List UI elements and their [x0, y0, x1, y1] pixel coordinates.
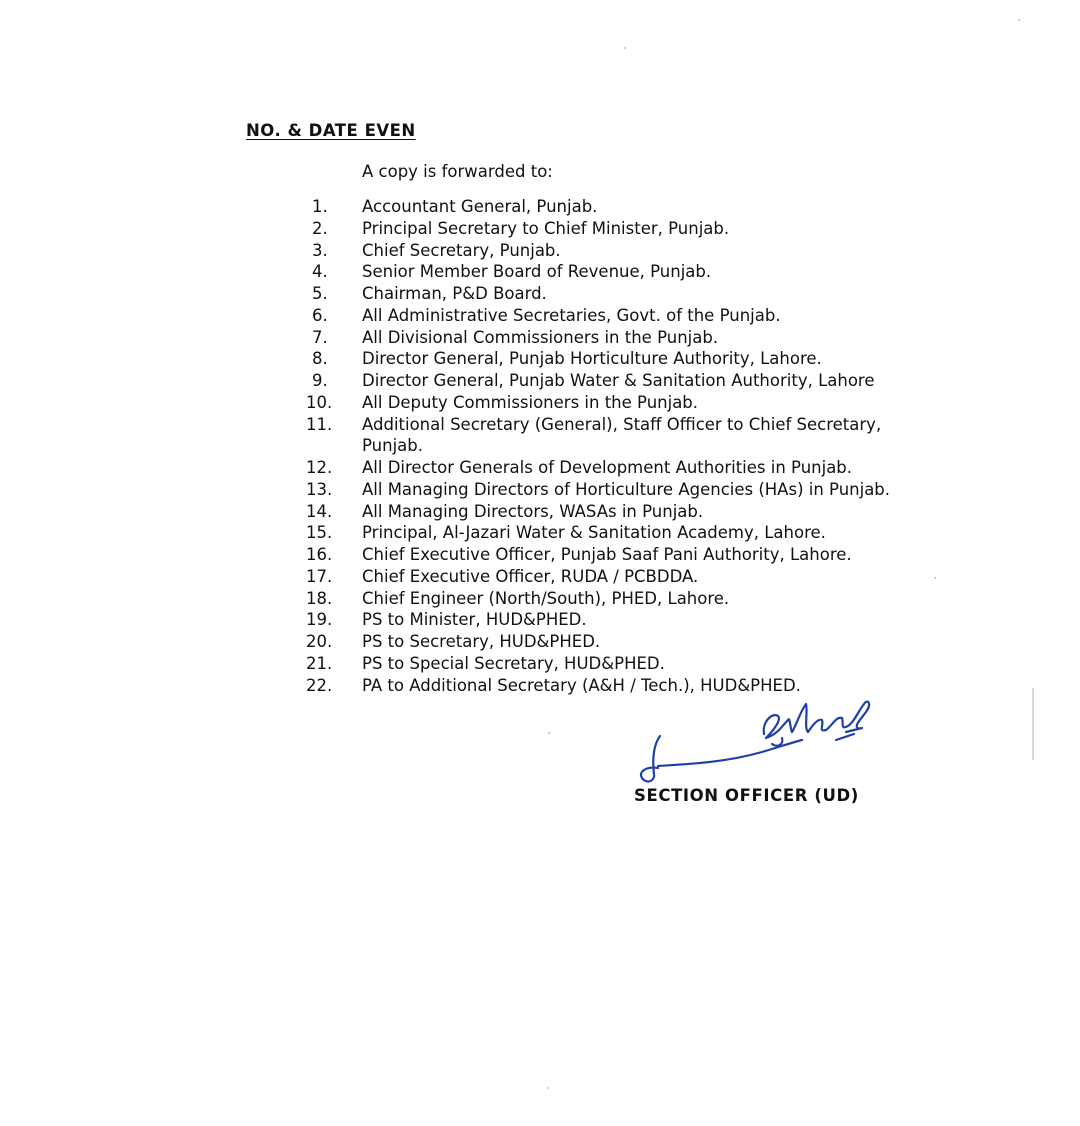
item-text: All Managing Directors of Horticulture Agencies (HAs) in Punjab. — [362, 479, 891, 499]
item-text: Chief Executive Officer, RUDA / PCBDDA. — [362, 566, 699, 586]
list-item — [306, 653, 946, 675]
item-text: Principal Secretary to Chief Minister, Punjab. — [362, 218, 730, 238]
item-text: Chief Engineer (North/South), PHED, Lahore. — [362, 588, 730, 608]
item-text: Senior Member Board of Revenue, Punjab. — [362, 262, 712, 282]
list-item — [306, 196, 946, 218]
list-item — [306, 283, 946, 305]
handwritten-signature — [632, 682, 882, 792]
item-number: 14. — [306, 501, 333, 521]
item-number: 2. — [312, 218, 328, 238]
document-heading: NO. & DATE EVEN — [246, 121, 416, 140]
item-number: 5. — [312, 284, 328, 303]
item-text: Chief Secretary, Punjab. — [362, 240, 561, 260]
list-item — [306, 609, 946, 631]
item-number: 4. — [312, 262, 328, 282]
item-text: Accountant General, Punjab. — [362, 197, 598, 216]
item-number: 18. — [306, 588, 333, 608]
list-item — [306, 522, 946, 544]
item-number: 7. — [312, 327, 328, 347]
list-item — [306, 501, 946, 523]
list-item — [306, 479, 946, 501]
item-text: All Divisional Commissioners in the Punjab. — [362, 327, 719, 347]
recipient-list — [306, 196, 946, 696]
item-number: 12. — [306, 458, 333, 477]
item-number: 22. — [306, 675, 333, 695]
item-number: 9. — [312, 371, 328, 390]
list-item — [306, 327, 946, 349]
forwarding-intro: A copy is forwarded to: — [362, 162, 553, 181]
item-number: 6. — [312, 305, 328, 325]
list-item — [306, 414, 946, 458]
list-item — [306, 544, 946, 566]
item-text: Director General, Punjab Horticulture Authority, Lahore. — [362, 349, 822, 369]
list-item — [306, 261, 946, 283]
item-text: Principal, Al-Jazari Water & Sanitation Academy, Lahore. — [362, 523, 826, 543]
item-text: Director General, Punjab Water & Sanitation Authority, Lahore — [362, 371, 875, 390]
item-number: 19. — [306, 610, 333, 630]
list-item — [306, 348, 946, 370]
item-number: 10. — [306, 392, 333, 412]
item-text: PS to Secretary, HUD&PHED. — [362, 632, 601, 651]
item-number: 20. — [306, 632, 333, 651]
list-item — [306, 588, 946, 610]
signatory-title: SECTION OFFICER (UD) — [634, 786, 859, 805]
item-number: 3. — [312, 240, 328, 260]
scan-speck — [624, 47, 626, 49]
item-text: PS to Minister, HUD&PHED. — [362, 610, 587, 630]
item-text: PS to Special Secretary, HUD&PHED. — [362, 653, 665, 673]
scan-edge-mark — [1032, 688, 1034, 760]
list-item — [306, 566, 946, 588]
list-item — [306, 240, 946, 262]
item-text: Chairman, P&D Board. — [362, 284, 547, 303]
item-text: All Deputy Commissioners in the Punjab. — [362, 392, 699, 412]
item-text: All Administrative Secretaries, Govt. of the Punjab. — [362, 305, 781, 325]
item-number: 21. — [306, 653, 333, 673]
list-item — [306, 392, 946, 414]
scan-speck — [934, 577, 936, 579]
list-item — [306, 218, 946, 240]
scan-speck — [547, 1087, 549, 1089]
item-number: 11. — [306, 414, 333, 434]
item-number: 15. — [306, 523, 333, 543]
list-item — [306, 457, 946, 479]
item-text: All Director Generals of Development Authorities in Punjab. — [362, 458, 853, 477]
scan-speck — [548, 732, 550, 734]
item-number: 16. — [306, 545, 333, 564]
list-item — [306, 305, 946, 327]
item-number: 1. — [312, 197, 328, 216]
item-text: Additional Secretary (General), Staff Officer to Chief Secretary, Punjab. — [362, 414, 882, 456]
item-number: 8. — [312, 349, 328, 369]
list-item — [306, 370, 946, 392]
item-number: 17. — [306, 566, 333, 586]
item-text: Chief Executive Officer, Punjab Saaf Pani Authority, Lahore. — [362, 545, 852, 564]
scan-speck — [1018, 19, 1020, 21]
item-text: All Managing Directors, WASAs in Punjab. — [362, 501, 704, 521]
item-text: PA to Additional Secretary (A&H / Tech.), HUD&PHED. — [362, 675, 801, 695]
item-number: 13. — [306, 479, 333, 499]
list-item — [306, 631, 946, 653]
